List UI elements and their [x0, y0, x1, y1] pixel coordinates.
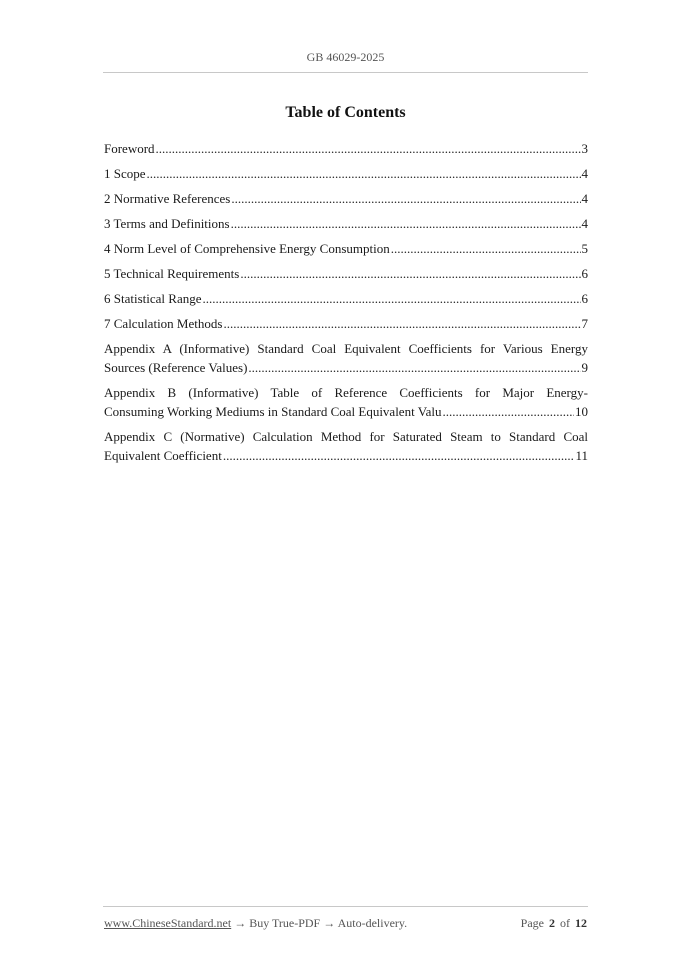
- total-page-number: 12: [575, 916, 587, 930]
- toc-entry-foreword[interactable]: [104, 139, 588, 158]
- dot-leader: [443, 402, 574, 421]
- toc-entry-appendix-a[interactable]: [104, 339, 588, 377]
- toc-entry-page: 11: [575, 448, 588, 463]
- toc-entry-label: Foreword: [104, 141, 155, 156]
- toc-entry-page: 4: [581, 166, 588, 181]
- dot-leader: [248, 358, 580, 377]
- toc-entry-label: Consuming Working Mediums in Standard Coal Equivalent Valu: [104, 404, 442, 419]
- toc-entry-appendix-b[interactable]: [104, 383, 588, 421]
- toc-entry-scope[interactable]: [104, 164, 588, 183]
- running-header: GB 46029-2025: [306, 50, 385, 64]
- toc-entry-terms-definitions[interactable]: [104, 214, 588, 233]
- toc-entry-label: 7 Calculation Methods: [104, 316, 223, 331]
- toc-entry-page: 4: [581, 191, 588, 206]
- of-word: of: [560, 916, 570, 930]
- dot-leader: [231, 214, 581, 233]
- toc-entry-label: 5 Technical Requirements: [104, 266, 240, 281]
- toc-entry-label-line1: Appendix C (Normative) Calculation Method for Saturated Steam to Standard Coal: [104, 429, 588, 444]
- footer-divider: [103, 906, 588, 907]
- dot-leader: [202, 289, 580, 308]
- toc-entry-page: 9: [581, 360, 588, 375]
- toc-entry-page: 10: [575, 404, 588, 419]
- arrow-right-icon: →: [234, 916, 247, 930]
- toc-entry-label: Equivalent Coefficient: [104, 448, 222, 463]
- arrow-right-icon: →: [323, 916, 336, 930]
- toc-entry-statistical-range[interactable]: [104, 289, 588, 308]
- dot-leader: [240, 264, 580, 283]
- toc-entry-label: 2 Normative References: [104, 191, 231, 206]
- toc-entry-label: 1 Scope: [104, 166, 146, 181]
- dot-leader: [391, 239, 581, 258]
- footer-promo: [104, 916, 407, 931]
- dot-leader: [231, 189, 580, 208]
- toc-entry-calculation-methods[interactable]: [104, 314, 588, 333]
- current-page-number: 2: [549, 916, 555, 930]
- toc-entry-page: 5: [581, 241, 588, 256]
- toc-entry-label: 3 Terms and Definitions: [104, 216, 230, 231]
- dot-leader: [147, 164, 581, 183]
- toc-entry-appendix-c[interactable]: [104, 427, 588, 465]
- page-indicator: [520, 916, 588, 931]
- dot-leader: [223, 446, 575, 465]
- toc-entry-normative-references[interactable]: [104, 189, 588, 208]
- toc-entry-label: 6 Statistical Range: [104, 291, 202, 306]
- header-divider: [103, 72, 588, 73]
- toc-title: Table of Contents: [285, 104, 406, 121]
- toc-entry-technical-requirements[interactable]: [104, 264, 588, 283]
- dot-leader: [156, 139, 581, 158]
- toc-entry-page: 6: [581, 291, 588, 306]
- toc-entry-norm-level[interactable]: [104, 239, 588, 258]
- site-link[interactable]: www.ChineseStandard.net: [104, 916, 232, 930]
- toc-entry-page: 3: [581, 141, 588, 156]
- page-word: Page: [520, 916, 544, 930]
- buy-pdf-text: Buy True-PDF: [249, 916, 321, 930]
- page-footer: [104, 916, 588, 931]
- toc-entry-page: 6: [581, 266, 588, 281]
- toc-entry-page: 4: [581, 216, 588, 231]
- toc-entry-label: Sources (Reference Values): [104, 360, 248, 375]
- toc-entry-label-line1: Appendix B (Informative) Table of Reference Coefficients for Major Energy-: [104, 385, 588, 400]
- toc-entry-label: 4 Norm Level of Comprehensive Energy Consumption: [104, 241, 390, 256]
- table-of-contents: [104, 139, 588, 471]
- delivery-text: Auto-delivery.: [337, 916, 408, 930]
- toc-entry-label-line1: Appendix A (Informative) Standard Coal Equivalent Coefficients for Various Energy: [104, 341, 588, 356]
- toc-entry-page: 7: [581, 316, 588, 331]
- dot-leader: [223, 314, 580, 333]
